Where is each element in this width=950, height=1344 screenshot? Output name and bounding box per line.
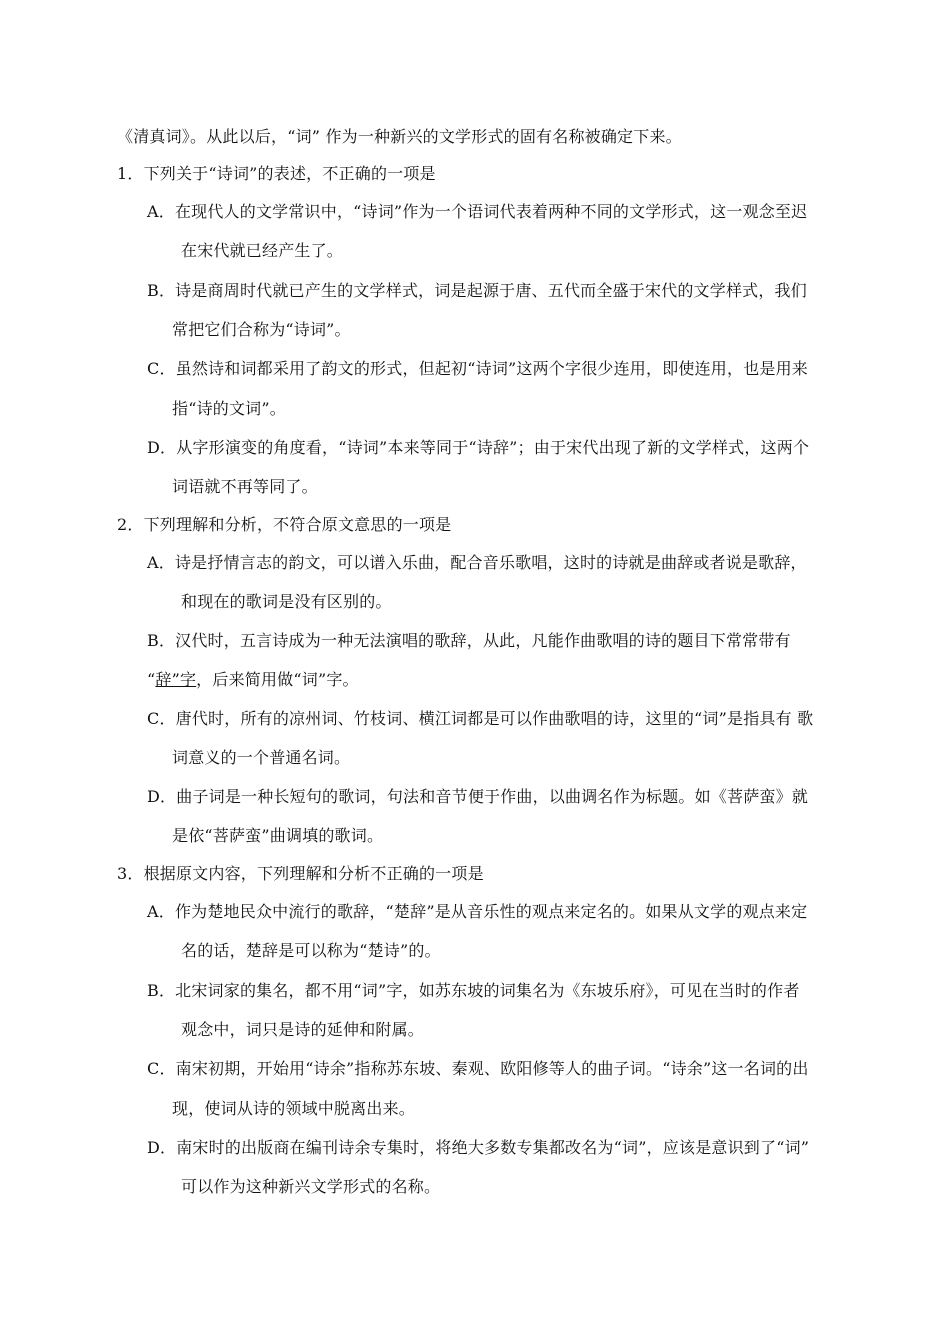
intro-paragraph: 《清真词》。从此以后，“词” 作为一种新兴的文学形式的固有名称被确定下来。 (117, 127, 682, 146)
question-3-option-b-line2: 观念中，词只是诗的延伸和附属。 (181, 1020, 425, 1039)
quote-mark: “ (147, 670, 156, 689)
question-1-option-b-line1: B．诗是商周时代就已产生的文学样式，词是起源于唐、五代而全盛于宋代的文学样式，我们 (147, 281, 807, 300)
question-2-stem: 2．下列理解和分析，不符合原文意思的一项是 (117, 515, 452, 534)
question-1-option-d-line2: 词语就不再等同了。 (172, 477, 318, 496)
question-2-option-a-line2: 和现在的歌词是没有区别的。 (181, 592, 392, 611)
question-3-option-c-line1: C．南宋初期，开始用“诗余”指称苏东坡、秦观、欧阳修等人的曲子词。“诗余”这一名词的出 (147, 1059, 809, 1078)
question-1-stem: 1．下列关于“诗词”的表述，不正确的一项是 (117, 164, 436, 183)
question-3-option-d-line1: D．南宋时的出版商在编刊诗余专集时，将绝大多数专集都改名为“词”，应该是意识到了“词” (147, 1138, 810, 1157)
question-1-option-c-line2: 指“诗的文词”。 (172, 399, 286, 418)
question-1-option-d-line1: D．从字形演变的角度看，“诗词”本来等同于“诗辞”；由于宋代出现了新的文学样式，这两个 (147, 438, 810, 457)
question-3-option-c-line2: 现，使词从诗的领域中脱离出来。 (172, 1099, 416, 1118)
question-2-option-c-line2: 词意义的一个普通名词。 (172, 748, 351, 767)
question-3-option-d-line2: 可以作为这种新兴文学形式的名称。 (181, 1177, 441, 1196)
question-3-option-b-line1: B．北宋词家的集名，都不用“词”字，如苏东坡的词集名为《东坡乐府》，可见在当时的作者 (147, 981, 800, 1000)
question-2-option-d-line2: 是依“菩萨蛮”曲调填的歌词。 (172, 826, 384, 845)
question-3-option-a-line1: A．作为楚地民众中流行的歌辞，“楚辞”是从音乐性的观点来定名的。如果从文学的观点来定 (147, 902, 808, 921)
question-2-option-b-line1: B．汉代时，五言诗成为一种无法演唱的歌辞，从此，凡能作曲歌唱的诗的题目下常常带有 (147, 631, 791, 650)
question-2-option-c-line1: C．唐代时，所有的凉州词、竹枝词、横江词都是可以作曲歌唱的诗，这里的“词”是指具有 歌 (147, 709, 814, 728)
question-1-option-a-line2: 在宋代就已经产生了。 (181, 241, 344, 260)
question-2-option-a-line1: A．诗是抒情言志的韵文，可以谱入乐曲，配合音乐歌唱，这时的诗就是曲辞或者说是歌辞， (147, 553, 807, 572)
question-3-stem: 3．根据原文内容，下列理解和分析不正确的一项是 (117, 864, 484, 883)
question-2-option-b-line2 (147, 670, 359, 690)
question-1-option-b-line2: 常把它们合称为“诗词”。 (172, 320, 351, 339)
question-3-option-a-line2: 名的话，楚辞是可以称为“楚诗”的。 (181, 941, 441, 960)
option-b-line2-rest: ，后来简用做“词”字。 (196, 670, 359, 689)
underlined-text: 辞”字 (155, 670, 197, 689)
question-1-option-c-line1: C．虽然诗和词都采用了韵文的形式，但起初“诗词”这两个字很少连用，即使连用，也是用来 (147, 359, 809, 378)
question-2-option-d-line1: D．曲子词是一种长短句的歌词，句法和音节便于作曲，以曲调名作为标题。如《菩萨蛮》就 (147, 787, 809, 806)
question-1-option-a-line1: A．在现代人的文学常识中，“诗词”作为一个语词代表着两种不同的文学形式，这一观念至迟 (147, 202, 808, 221)
